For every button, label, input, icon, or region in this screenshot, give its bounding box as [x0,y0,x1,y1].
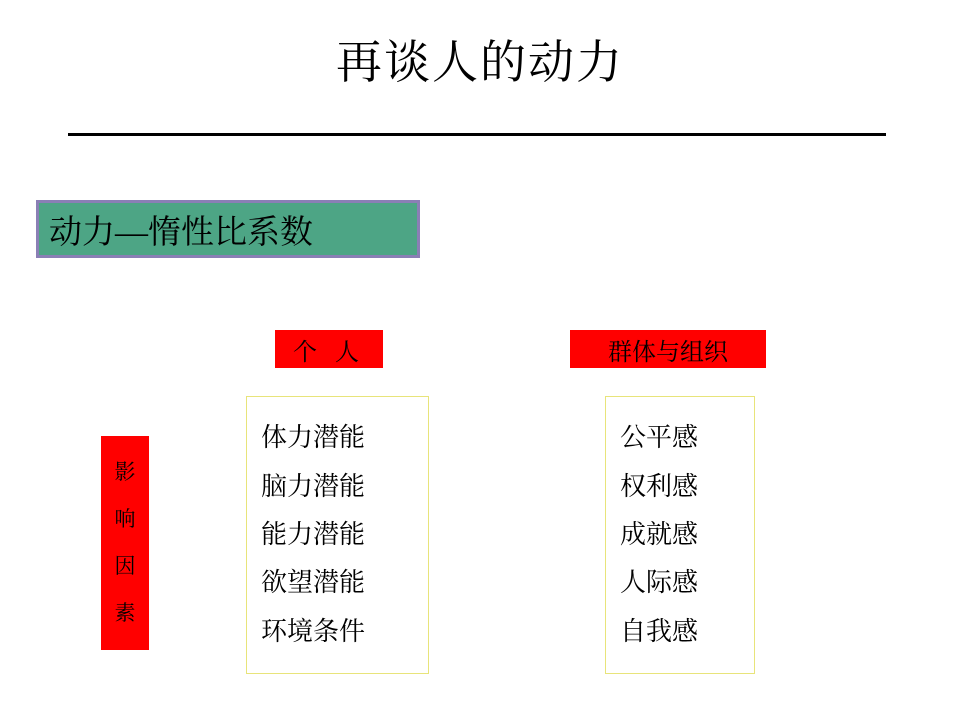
list-item: 人际感 [620,568,699,598]
page-title: 再谈人的动力 [336,37,624,88]
side-label-factors [101,436,149,650]
list-group [605,396,755,674]
column-header-person: 个 人 [275,330,383,368]
side-label-char-1: 影 [114,460,136,484]
list-item: 公平感 [620,423,699,453]
list-item: 脑力潜能 [261,471,366,501]
subtitle-text: 动力—惰性比系数 [49,214,313,251]
title-divider [68,133,886,136]
list-item: 欲望潜能 [261,568,366,598]
side-label-char-2: 响 [114,507,136,531]
side-label-char-3: 因 [114,554,136,578]
list-item: 成就感 [620,520,699,550]
list-item: 自我感 [620,616,699,646]
list-item: 体力潜能 [261,423,366,453]
list-item: 环境条件 [261,616,366,646]
list-item: 权利感 [620,471,699,501]
list-item: 能力潜能 [261,520,366,550]
subtitle-box [36,200,420,258]
column-header-group: 群体与组织 [570,330,766,368]
list-person [246,396,429,674]
side-label-char-4: 素 [114,601,136,625]
